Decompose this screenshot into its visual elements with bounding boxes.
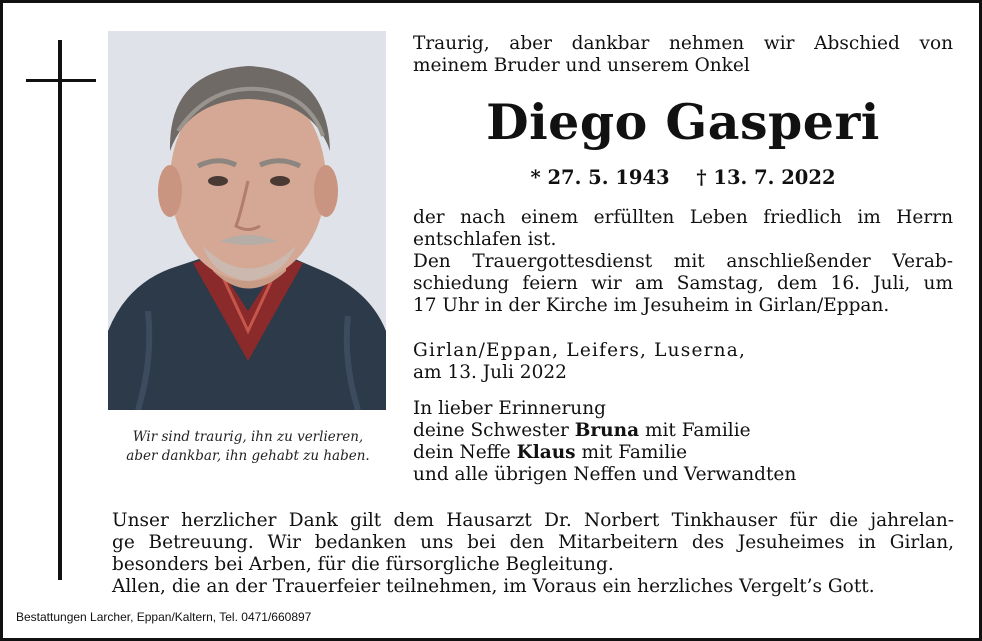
body-line: schiedung feiern wir am Samstag, dem 16. Juli, um bbox=[413, 273, 953, 294]
memory-heading: In lieber Erinnerung bbox=[413, 398, 606, 419]
quote-line: aber dankbar, ihn gehabt zu haben. bbox=[126, 448, 370, 464]
body-line: 17 Uhr in der Kirche im Jesuheim in Girlan/Eppan. bbox=[413, 295, 890, 316]
thanks-line: ge Betreuung. Wir bedanken uns bei den Mitarbeitern des Jesuheimes in Girlan, bbox=[112, 532, 954, 553]
death-date: † 13. 7. 2022 bbox=[696, 166, 836, 189]
places-and-date bbox=[413, 340, 953, 384]
quote-line: Wir sind traurig, ihn zu verlieren, bbox=[132, 429, 364, 445]
places-line: Girlan/Eppan, Leifers, Luserna, bbox=[413, 340, 747, 361]
cross-horizontal-bar bbox=[26, 79, 96, 82]
thanks-paragraph bbox=[112, 510, 954, 598]
mourner-relatives: und alle übrigen Neffen und Verwandten bbox=[413, 464, 797, 485]
birth-date: * 27. 5. 1943 bbox=[530, 166, 670, 189]
mourner-nephew: dein Neffe Klaus mit Familie bbox=[413, 442, 688, 463]
intro-line: Traurig, aber dankbar nehmen wir Abschied von bbox=[413, 33, 953, 54]
deceased-name: Diego Gasperi bbox=[486, 93, 880, 151]
funeral-details bbox=[413, 207, 953, 317]
nephew-name: Klaus bbox=[516, 442, 576, 463]
memorial-quote bbox=[104, 428, 392, 466]
thanks-line: besonders bei Arben, für die fürsorgliche Begleitung. bbox=[112, 554, 614, 575]
intro-text bbox=[413, 33, 953, 77]
portrait-photo bbox=[108, 31, 386, 410]
thanks-line: Allen, die an der Trauerfeier teilnehmen, im Voraus ein herzliches Vergelt’s Gott. bbox=[112, 576, 875, 597]
thanks-line: Unser herzlicher Dank gilt dem Hausarzt Dr. Norbert Tinkhauser für die jahrelan- bbox=[112, 510, 954, 531]
intro-line: meinem Bruder und unserem Onkel bbox=[413, 55, 750, 76]
body-line: Den Trauergottesdienst mit anschließender Verab- bbox=[413, 251, 953, 272]
sister-name: Bruna bbox=[574, 420, 640, 441]
funeral-home-footer: Bestattungen Larcher, Eppan/Kaltern, Tel. 0471/660897 bbox=[16, 610, 312, 624]
mourner-sister: deine Schwester Bruna mit Familie bbox=[413, 420, 751, 441]
body-line: der nach einem erfüllten Leben friedlich im Herrn bbox=[413, 207, 953, 228]
body-line: entschlafen ist. bbox=[413, 229, 557, 250]
mourners-list bbox=[413, 398, 953, 486]
date-line: am 13. Juli 2022 bbox=[413, 362, 567, 383]
life-dates bbox=[413, 166, 953, 190]
cross-vertical-bar bbox=[58, 40, 62, 580]
